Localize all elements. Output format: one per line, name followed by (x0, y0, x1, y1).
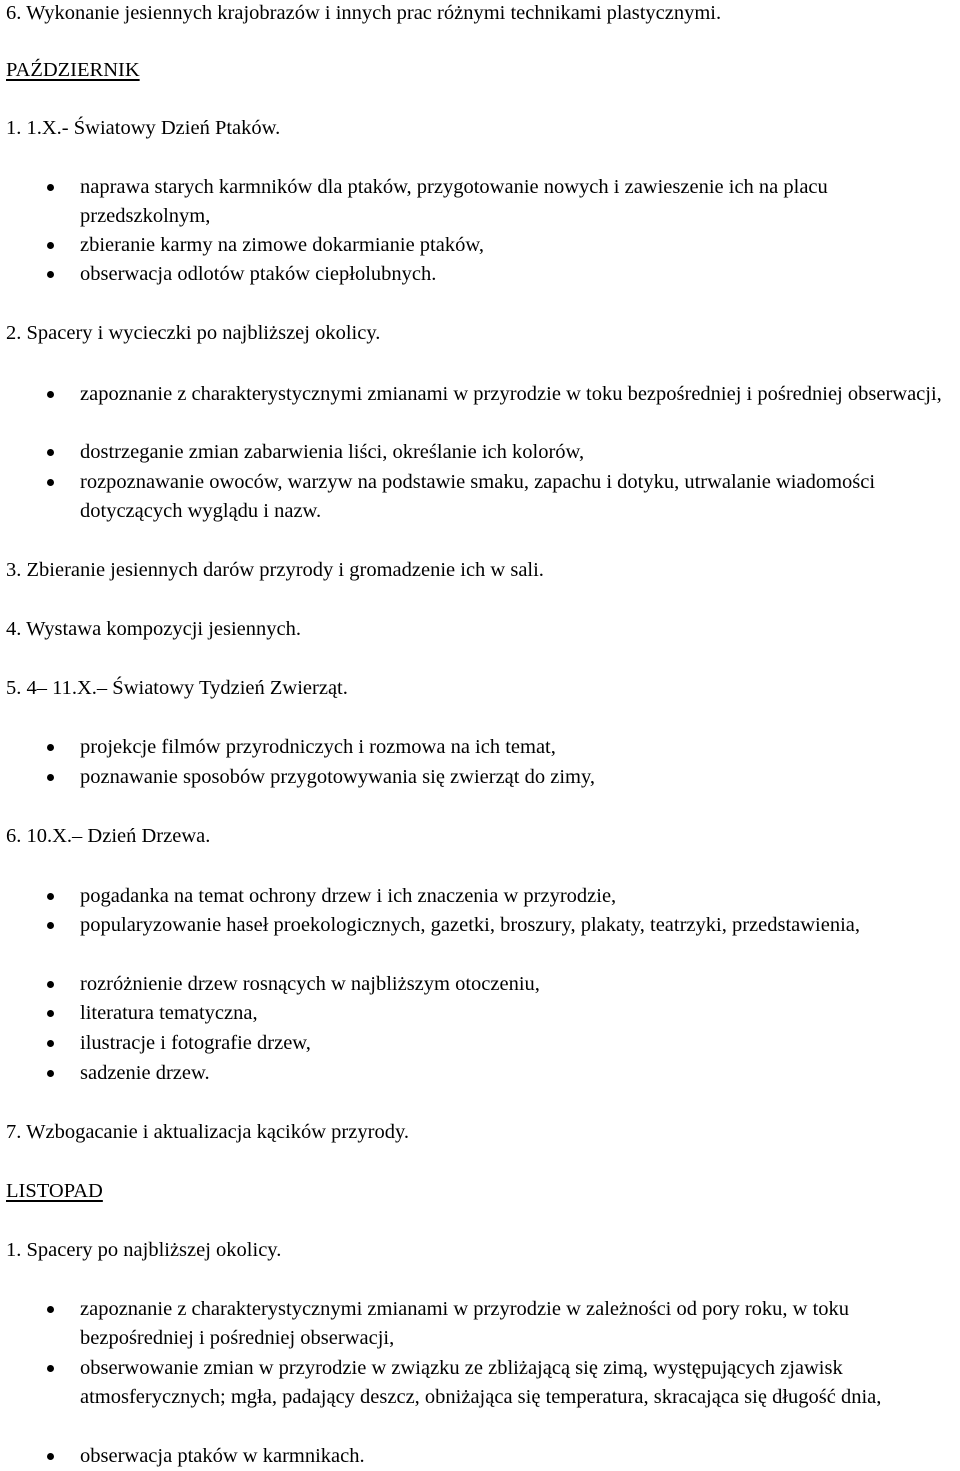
section-heading-walks: 2. Spacery i wycieczki po najbliższej okolicy. (6, 322, 381, 344)
bullet-icon (47, 1070, 54, 1077)
bullet-icon (47, 391, 54, 398)
bullet-icon (47, 1040, 54, 1047)
bullet-icon (47, 1306, 54, 1313)
bullet-icon (47, 1453, 54, 1460)
bullet-icon (47, 1365, 54, 1372)
section-heading-tree-day: 6. 10.X.– Dzień Drzewa. (6, 825, 211, 847)
month-heading-november: LISTOPAD (6, 1180, 103, 1202)
month-heading-october: PAŹDZIERNIK (6, 59, 140, 81)
document-page: 6. Wykonanie jesiennych krajobrazów i innych prac różnymi technikami plastycznymi. PAŹDZIERNIK 1. 1.X.- Światowy Dzień Ptaków. naprawa starych karmników dla ptaków, przygotowanie nowych i zawieszenie ich na placu przedszkolnym, zbieranie karmy na zimowe dokarmianie ptaków, obserwacja odlotów ptaków ciepłolubnych. 2. Spacery i wycieczki po najbliższej okolicy. zapoznanie z charakterystycznymi zmianami w przyrodzie w toku bezpośredniej i pośredniej obserwacji, dostrzeganie zmian zabarwienia liści, określanie ich kolorów, rozpoznawanie owoców, warzyw na podstawie smaku, zapachu i dotyku, utrwalanie wiadomości dotyczących wyglądu i nazw. 3. Zbieranie jesiennych darów przyrody i gromadzenie ich w sali. 4. Wystawa kompozycji jesiennych. 5. 4– 11.X.– Światowy Tydzień Zwierząt. projekcje filmów przyrodniczych i rozmowa na ich temat, poznawanie sposobów przygotowywania się zwierząt do zimy, 6. 10.X.– Dzień Drzewa. pogadanka na temat ochrony drzew i ich znaczenia w przyrodzie, popularyzowanie haseł proekologicznych, gazetki, broszury, plakaty, teatrzyki, przedstawienia, rozróżnienie drzew rosnących w najbliższym otoczeniu, literatura tematyczna, ilustracje i fotografie drzew, sadzenie drzew. 7. Wzbogacanie i aktualizacja kącików przyrody. LISTOPAD 1. Spacery po najbliższej okolicy. zapoznanie z charakterystycznymi zmianami w przyrodzie w zależności od pory roku, w toku bezpośredniej i pośredniej obserwacji, obserwowanie zmian w przyrodzie w związku ze zbliżającą się zimą, występujących zjawisk atmosferycznych; mgła, padający deszcz, obniżająca się temperatura, skracająca się długość dnia, obserwacja ptaków w karmnikach. (0, 0, 960, 1471)
bullet-icon (47, 242, 54, 249)
section-heading-exhibition: 4. Wystawa kompozycji jesiennych. (6, 618, 301, 640)
bullet-icon (47, 922, 54, 929)
bullet-icon (47, 893, 54, 900)
section-heading-bird-day: 1. 1.X.- Światowy Dzień Ptaków. (6, 117, 281, 139)
section-heading-nearby-walks: 1. Spacery po najbliższej okolicy. (6, 1239, 282, 1261)
bullet-icon (47, 449, 54, 456)
bullet-icon (47, 479, 54, 486)
bullet-icon (47, 981, 54, 988)
bullet-icon (47, 1010, 54, 1017)
bullet-icon (47, 271, 54, 278)
section-heading-nature-corners: 7. Wzbogacanie i aktualizacja kącików przyrody. (6, 1121, 409, 1143)
bullet-icon (47, 774, 54, 781)
paragraph-6-autumn-art: 6. Wykonanie jesiennych krajobrazów i innych prac różnymi technikami plastycznymi. (6, 2, 722, 24)
section-heading-autumn-gifts: 3. Zbieranie jesiennych darów przyrody i gromadzenie ich w sali. (6, 559, 544, 581)
section-heading-animal-week: 5. 4– 11.X.– Światowy Tydzień Zwierząt. (6, 677, 348, 699)
bullet-icon (47, 184, 54, 191)
bullet-icon (47, 744, 54, 751)
